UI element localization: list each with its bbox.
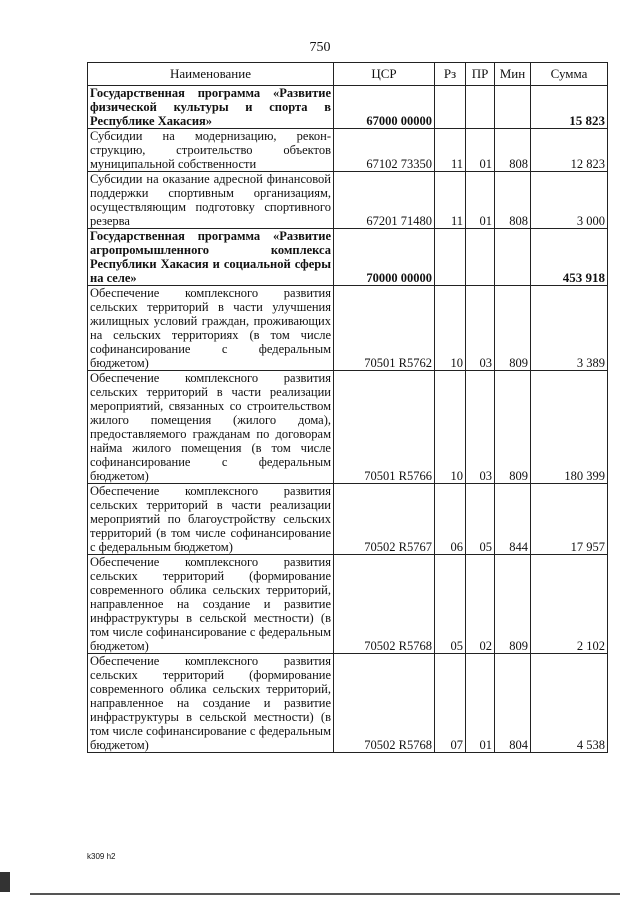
row-pr xyxy=(466,229,495,286)
row-rz: 10 xyxy=(435,286,466,371)
table-row xyxy=(88,172,608,229)
row-pr: 01 xyxy=(466,172,495,229)
row-csr: 67201 71480 xyxy=(334,172,435,229)
row-rz: 05 xyxy=(435,555,466,654)
row-pr: 03 xyxy=(466,371,495,484)
row-rz: 07 xyxy=(435,654,466,753)
row-csr: 70501 R5766 xyxy=(334,371,435,484)
row-csr: 67000 00000 xyxy=(334,86,435,129)
row-min: 844 xyxy=(495,484,531,555)
row-min: 809 xyxy=(495,371,531,484)
table-row xyxy=(88,129,608,172)
row-sum: 180 399 xyxy=(531,371,608,484)
table-row xyxy=(88,484,608,555)
row-sum: 15 823 xyxy=(531,86,608,129)
table-row xyxy=(88,229,608,286)
table-row xyxy=(88,371,608,484)
row-sum: 12 823 xyxy=(531,129,608,172)
row-rz: 11 xyxy=(435,172,466,229)
row-name: Субсидии на модернизацию, реконструкцию, строительство объектов муниципальной собственности xyxy=(88,129,334,172)
row-pr: 01 xyxy=(466,129,495,172)
row-csr: 70502 R5768 xyxy=(334,555,435,654)
row-rz: 06 xyxy=(435,484,466,555)
row-pr: 05 xyxy=(466,484,495,555)
row-csr: 70502 R5767 xyxy=(334,484,435,555)
page-number: 750 xyxy=(309,40,331,55)
footer-code: k309 h2 xyxy=(87,852,116,861)
row-sum: 17 957 xyxy=(531,484,608,555)
budget-table xyxy=(87,62,608,753)
row-pr: 01 xyxy=(466,654,495,753)
row-sum: 453 918 xyxy=(531,229,608,286)
row-csr: 67102 73350 xyxy=(334,129,435,172)
row-sum: 3 000 xyxy=(531,172,608,229)
table-row xyxy=(88,654,608,753)
row-pr xyxy=(466,86,495,129)
row-csr: 70501 R5762 xyxy=(334,286,435,371)
row-csr: 70000 00000 xyxy=(334,229,435,286)
header-rz: Рз xyxy=(435,63,466,86)
header-name: Наименование xyxy=(88,63,334,86)
row-min: 809 xyxy=(495,555,531,654)
row-min: 808 xyxy=(495,172,531,229)
row-name: Обеспечение комплексного развития сельских территорий в части реализации мероприятий по благоустройству сельских территорий (в том числе софинансирование с федеральным бюджетом) xyxy=(88,484,334,555)
row-min: 809 xyxy=(495,286,531,371)
row-pr: 03 xyxy=(466,286,495,371)
row-rz: 10 xyxy=(435,371,466,484)
row-name: Государственная программа «Развитие агропромышленного комплекса Республики Хакасия и социальной сферы на селе» xyxy=(88,229,334,286)
row-csr: 70502 R5768 xyxy=(334,654,435,753)
table-row xyxy=(88,286,608,371)
row-name: Обеспечение комплексного развития сельских территорий в части улучшения жилищных условий граждан, проживающих на сельских территориях (в том числе софинансирование с федеральным бюджетом) xyxy=(88,286,334,371)
row-sum: 4 538 xyxy=(531,654,608,753)
header-csr: ЦСР xyxy=(334,63,435,86)
table-row xyxy=(88,86,608,129)
row-name: Субсидии на оказание адресной финансовой поддержки спортивным организациям, осуществляющим подготовку спортивного резерва xyxy=(88,172,334,229)
row-name: Государственная программа «Развитие физической культуры и спорта в Республике Хакасия» xyxy=(88,86,334,129)
row-name: Обеспечение комплексного развития сельских территорий в части реализации мероприятий, связанных со строительством жилого помещения (жилого дома), предоставляемого гражданам по договорам найма жилого помещения (в том числе софинансирование с федеральным бюджетом) xyxy=(88,371,334,484)
row-rz xyxy=(435,86,466,129)
scan-edge-mark xyxy=(0,872,10,892)
row-name: Обеспечение комплексного развития сельских территорий (формирование современного облика сельских территорий, направленное на создание и развитие инфраструктуры в сельской местности) (в том числе софинансирование с федеральным бюджетом) xyxy=(88,654,334,753)
header-sum: Сумма xyxy=(531,63,608,86)
header-pr: ПР xyxy=(466,63,495,86)
row-min: 808 xyxy=(495,129,531,172)
row-rz: 11 xyxy=(435,129,466,172)
row-sum: 2 102 xyxy=(531,555,608,654)
row-min xyxy=(495,86,531,129)
row-name: Обеспечение комплексного развития сельских территорий (формирование современного облика сельских территорий, направленное на создание и развитие инфраструктуры в сельской местности) (в том числе софинансирование с федеральным бюджетом) xyxy=(88,555,334,654)
scan-bottom-line xyxy=(30,893,620,895)
row-rz xyxy=(435,229,466,286)
row-min: 804 xyxy=(495,654,531,753)
row-sum: 3 389 xyxy=(531,286,608,371)
table-header-row xyxy=(88,63,608,86)
row-pr: 02 xyxy=(466,555,495,654)
row-min xyxy=(495,229,531,286)
header-min: Мин xyxy=(495,63,531,86)
table-row xyxy=(88,555,608,654)
